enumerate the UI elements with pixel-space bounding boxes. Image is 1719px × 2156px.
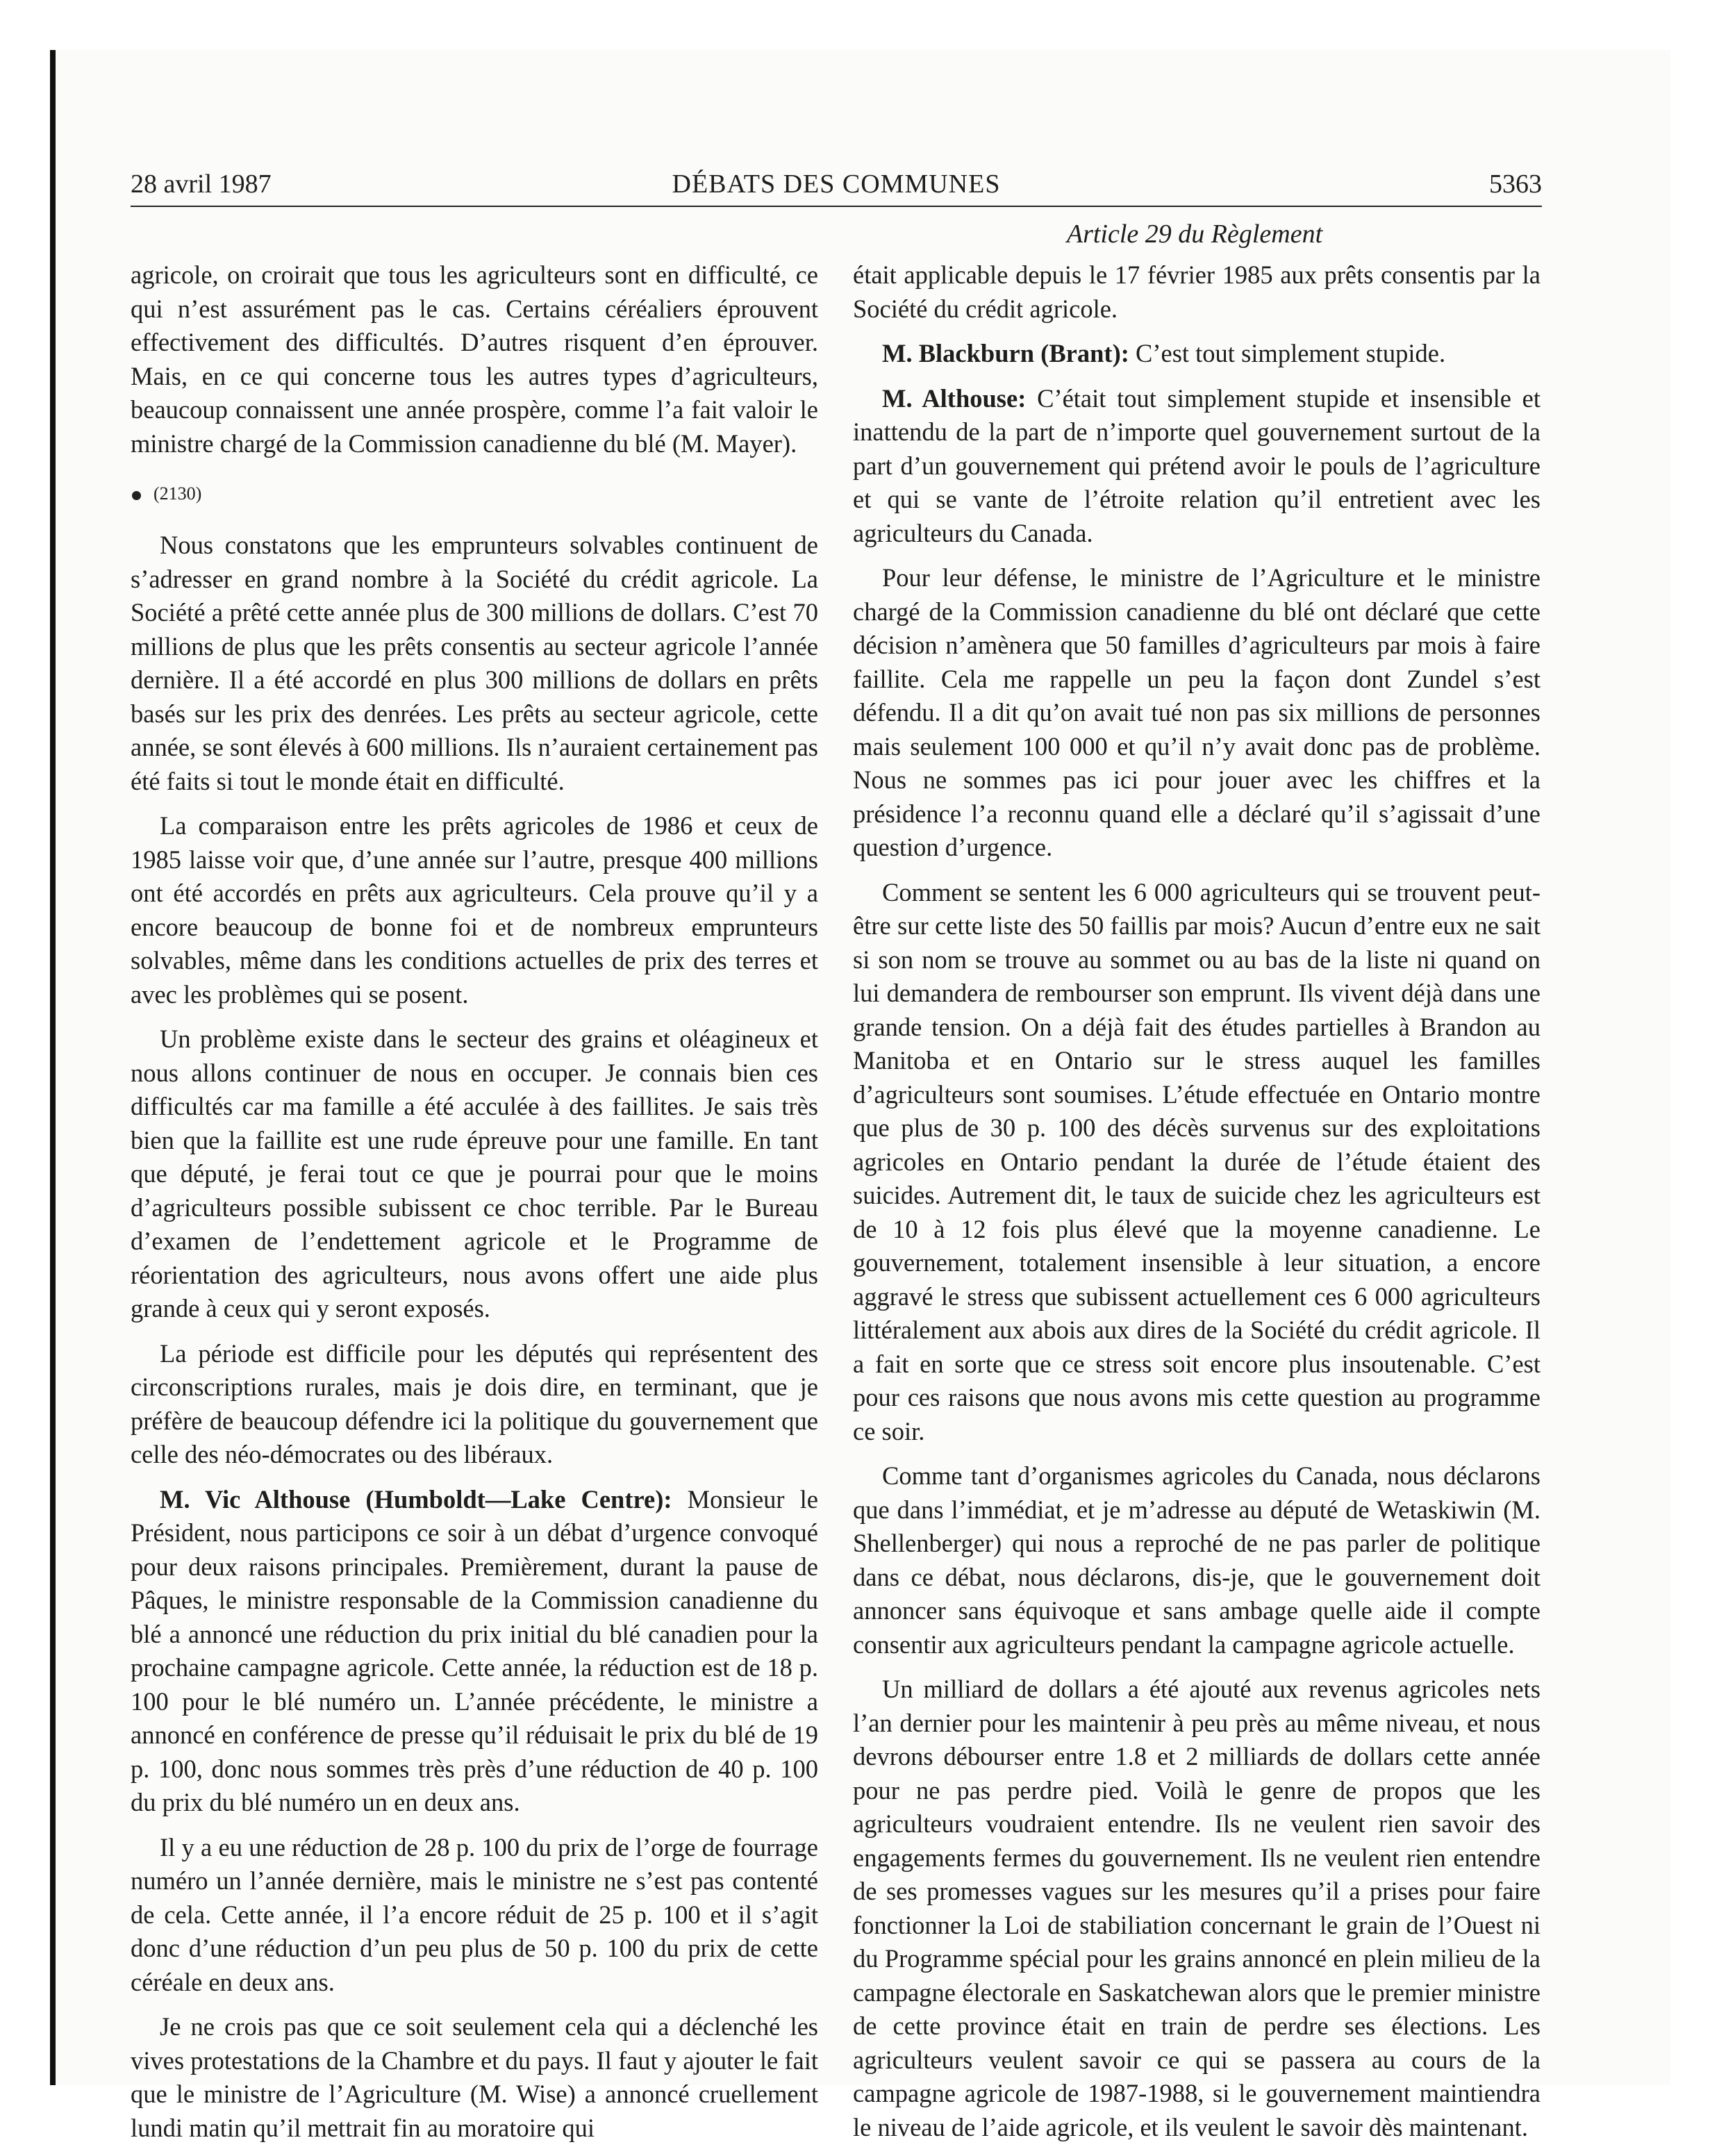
time-marker bbox=[131, 477, 818, 511]
paragraph: Nous constatons que les emprunteurs solvables continuent de s’adresser en grand nombre à la Société du crédit agricole. La Société a prêté cette année plus de 300 millions de dollars. C’est 70 millions de plus que les prêts consentis au secteur agricole l’année dernière. Il a été accordé en plus 300 millions de dollars en prêts basés sur les prix des denrées. Les prêts au secteur agricole, cette année, se sont élevés à 600 millions. Ils n’auraient certainement pas été faits si tout le monde était en difficulté. bbox=[131, 531, 818, 795]
bullet-icon bbox=[132, 491, 141, 500]
paragraph: agricole, on croirait que tous les agriculteurs sont en difficulté, ce qui n’est assurément pas le cas. Certains céréaliers éprouvent effectivement des difficultés. D’autres risquent d’en éprouver. Mais, en ce qui concerne tous les autres types d’agriculteurs, beaucoup connaissent une année prospère, comme l’a fait valoir le ministre chargé de la Commission canadienne du blé (M. Mayer). bbox=[131, 260, 818, 458]
paragraph: Il y a eu une réduction de 28 p. 100 du prix de l’orge de fourrage numéro un l’année dernière, mais le ministre ne s’est pas contenté de cela. Cette année, il l’a encore réduit de 25 p. 100 et il s’agit donc d’une réduction d’un peu plus de 50 p. 100 du prix de cette céréale en deux ans. bbox=[131, 1832, 818, 1996]
speech-paragraph bbox=[131, 1483, 818, 1820]
speech-text: C’était tout simplement stupide et insensible et inattendu de la part de n’importe quel gouvernement surtout de la part d’un gouvernement qui prétend avoir le pouls de l’agriculture et qui se vante de l’étroite relation qu’il entretient avec les agriculteurs du Canada. bbox=[853, 383, 1541, 547]
paragraph: Un milliard de dollars a été ajouté aux revenus agricoles nets l’an dernier pour les maintenir à peu près au même niveau, et nous devrons débourser entre 1.8 et 2 milliards de dollars cette année pour ne pas perdre pied. Voilà le genre de propos que les agriculteurs voudraient entendre. Ils ne veulent rien savoir des engagements fermes du gouvernement. Ils ne veulent rien entendre de ses promesses vagues sur les mesures qu’il a prises pour faire fonctionner la Loi de stabiliation concernant le grain de l’Ouest ni du Programme spécial pour les grains annoncé en plein milieu de la campagne électorale en Saskatchewan alors que le premier ministre de cette province était en train de perdre ses élections. Les agriculteurs veulent savoir ce qui se passera au cours de la campagne agricole de 1987-1988, si le gouvernement maintiendra le niveau de l’aide agricole, et ils veulent le savoir dès maintenant. bbox=[853, 1675, 1541, 2141]
speech-paragraph bbox=[853, 382, 1541, 551]
paragraph: Un problème existe dans le secteur des grains et oléagineux et nous allons continuer de nous en occuper. Je connais bien ces difficultés car ma famille a été acculée à des faillites. Je sais très bien que la faillite est une rude épreuve pour une famille. En tant que député, je ferai tout ce que je pourrai pour que le moins d’agriculteurs possible subissent ce choc terrible. Par le Bureau d’examen de l’endettement agricole et le Programme de réorientation des agriculteurs, nous avons offert une aide plus grande à ceux qui y seront exposés. bbox=[131, 1025, 818, 1322]
header-date: 28 avril 1987 bbox=[131, 169, 272, 199]
paragraph: La période est difficile pour les députés qui représentent des circonscriptions rurales, mais je dois dire, en terminant, que je préfère de beaucoup défendre ici la politique du gouvernement que celle des néo-démocrates ou des libéraux. bbox=[131, 1338, 818, 1468]
speaker-name: M. Vic Althouse (Humboldt—Lake Centre): bbox=[160, 1484, 672, 1514]
speaker-name: M. Althouse: bbox=[882, 383, 1027, 413]
paragraph: était applicable depuis le 17 février 1985 aux prêts consentis par la Société du crédit agricole. bbox=[853, 260, 1541, 323]
header-page-number: 5363 bbox=[1489, 169, 1542, 199]
speaker-name: M. Blackburn (Brant): bbox=[882, 339, 1129, 367]
paragraph: La comparaison entre les prêts agricoles de 1986 et ceux de 1985 laisse voir que, d’une année sur l’autre, presque 400 millions ont été accordés en prêts aux agriculteurs. Cela prouve qu’il y a encore beaucoup de bonne foi et de nombreux emprunteurs solvables, même dans les conditions actuelles de prix des terres et avec les problèmes qui se posent. bbox=[131, 811, 818, 1009]
scan-border bbox=[0, 0, 54, 2137]
speech-text: Monsieur le Président, nous participons ce soir à un débat d’urgence convoqué pour deux raisons principales. Premièrement, durant la pause de Pâques, le ministre responsable de la Commission canadienne du blé a annoncé une réduction du prix initial du blé canadien pour la prochaine campagne agricole. Cette année, la réduction est de 18 p. 100 pour le blé numéro un. L’année précédente, le ministre a annoncé en conférence de presse qu’il réduisait le prix du blé de 19 p. 100, donc nous sommes très près d’une réduction de 40 p. 100 du prix du blé numéro un en deux ans. bbox=[131, 1484, 819, 1816]
speech-text: C’est tout simplement stupide. bbox=[1129, 339, 1446, 367]
header-title: DÉBATS DES COMMUNES bbox=[672, 169, 1001, 199]
time-marker-label: (2130) bbox=[153, 483, 202, 504]
page-header bbox=[131, 167, 1542, 207]
paragraph: Comme tant d’organismes agricoles du Canada, nous déclarons que dans l’immédiat, et je m’adresse au député de Wetaskiwin (M. Shellenberger) qui nous a reproché de ne pas parler de politique dans ce débat, nous déclarons, dis-je, que le gouvernement doit annoncer sans équivoque et sans ambage quelle aide il compte consentir aux agriculteurs pendant la campagne agricole actuelle. bbox=[853, 1461, 1541, 1659]
paragraph: Pour leur défense, le ministre de l’Agriculture et le ministre chargé de la Commission canadienne du blé ont déclaré que cette décision n’amènera que 50 familles d’agriculteurs par mois à faire faillite. Cela me rappelle un peu la façon dont Zundel s’est défendu. Il a dit qu’on avait tué non pas six millions de personnes mais seulement 100 000 et qu’il n’y avait donc pas de problème. Nous ne sommes pas ici pour jouer avec les chiffres et la présidence l’a reconnu quand elle a déclaré qu’il s’agissait d’une question d’urgence. bbox=[853, 563, 1541, 861]
section-subtitle: Article 29 du Règlement bbox=[1066, 219, 1323, 249]
left-column bbox=[131, 258, 818, 2156]
paragraph: Comment se sentent les 6 000 agriculteurs qui se trouvent peut-être sur cette liste des 50 faillis par mois? Aucun d’entre eux ne sait si son nom se trouve au sommet ou au bas de la liste ni quand on lui demandera de rembourser son emprunt. Ils vivent déjà dans une grande tension. On a déjà fait des études partielles à Brandon au Manitoba et en Ontario sur le stress auquel les familles d’agriculteurs sont soumises. L’étude effectuée en Ontario montre que plus de 30 p. 100 des décès survenus sur des exploitations agricoles en Ontario pendant la durée de l’étude étaient des suicides. Autrement dit, le taux de suicide chez les agriculteurs est de 10 à 12 fois plus élevé que la moyenne canadienne. Le gouvernement, totalement insensible à leur situation, a encore aggravé le stress que subissent actuellement ces 6 000 agriculteurs littéralement aux abois aux dires de la Société du crédit agricole. Il a fait en sorte que ce stress soit encore plus insoutenable. C’est pour ces raisons que nous avons mis cette question au programme ce soir. bbox=[853, 877, 1541, 1445]
paragraph: Je ne crois pas que ce soit seulement cela qui a déclenché les vives protestations de la Chambre et du pays. Il faut y ajouter le fait que le ministre de l’Agriculture (M. Wise) a annoncé cruellement lundi matin qu’il mettrait fin au moratoire qui bbox=[131, 2012, 818, 2142]
right-column bbox=[853, 258, 1541, 2155]
speech-paragraph bbox=[853, 337, 1541, 371]
